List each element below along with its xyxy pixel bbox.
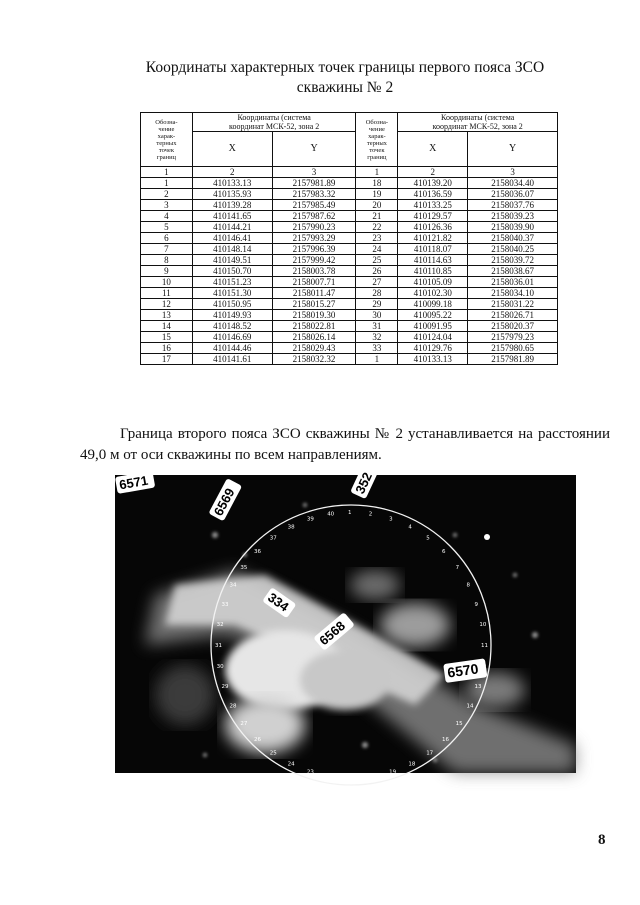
table-cell: 410133.13 xyxy=(192,178,272,189)
table-row xyxy=(141,255,558,266)
boundary-point-label: 37 xyxy=(269,535,277,542)
table-cell: 2158029.43 xyxy=(272,343,356,354)
table-cell: 410110.85 xyxy=(398,266,468,277)
table-cell: 11 xyxy=(141,288,193,299)
table-cell: 2158039.72 xyxy=(468,255,558,266)
table-cell: 410139.28 xyxy=(192,200,272,211)
table-row xyxy=(141,343,558,354)
boundary-point-label: 4 xyxy=(408,524,412,531)
table-cell: 410124.04 xyxy=(398,332,468,343)
table-cell: 2158036.07 xyxy=(468,189,558,200)
aerial-photo xyxy=(115,469,576,782)
table-cell: 22 xyxy=(356,222,398,233)
table-cell: 410102.30 xyxy=(398,288,468,299)
table-cell: 410136.59 xyxy=(398,189,468,200)
index-cell: 3 xyxy=(468,167,558,178)
table-cell: 410149.51 xyxy=(192,255,272,266)
table-cell: 31 xyxy=(356,321,398,332)
table-cell: 2157979.23 xyxy=(468,332,558,343)
table-cell: 32 xyxy=(356,332,398,343)
table-cell: 10 xyxy=(141,277,193,288)
table-row xyxy=(141,332,558,343)
boundary-point-label: 39 xyxy=(306,516,314,523)
table-cell: 2158022.81 xyxy=(272,321,356,332)
table-cell: 7 xyxy=(141,244,193,255)
boundary-point-label: 2 xyxy=(368,511,373,518)
table-cell: 4 xyxy=(141,211,193,222)
table-cell: 410149.93 xyxy=(192,310,272,321)
table-cell: 2158038.67 xyxy=(468,266,558,277)
boundary-point-label: 23 xyxy=(306,769,314,776)
boundary-point-label: 26 xyxy=(254,737,261,743)
page-number: 8 xyxy=(598,832,606,848)
boundary-point-label: 11 xyxy=(481,643,488,649)
title-line-2: скважины № 2 xyxy=(296,79,394,96)
table-cell: 410151.23 xyxy=(192,277,272,288)
title-line-1: Координаты характерных точек границы первого пояса ЗСО xyxy=(145,59,545,76)
header-x-left: X xyxy=(192,132,272,167)
table-cell: 410144.46 xyxy=(192,343,272,354)
table-cell: 410135.93 xyxy=(192,189,272,200)
table-cell: 26 xyxy=(356,266,398,277)
table-cell: 2158003.78 xyxy=(272,266,356,277)
boundary-paragraph: Граница второго пояса ЗСО скважины № 2 устанавливается на расстоянии 49,0 м от оси скважины по всем направлениям. xyxy=(80,426,610,463)
boundary-point-label: 18 xyxy=(408,761,416,768)
table-cell: 25 xyxy=(356,255,398,266)
table-cell: 12 xyxy=(141,299,193,310)
table-cell: 2158039.90 xyxy=(468,222,558,233)
table-cell: 2158039.23 xyxy=(468,211,558,222)
table-cell: 410146.69 xyxy=(192,332,272,343)
header-designation-left: Обозна- чение харак- терных точек границ xyxy=(141,113,193,167)
table-cell: 2158034.40 xyxy=(468,178,558,189)
table-cell: 13 xyxy=(141,310,193,321)
boundary-point-label: 25 xyxy=(269,750,277,757)
table-cell: 2157990.23 xyxy=(272,222,356,233)
table-row xyxy=(141,178,558,189)
table-cell: 410141.61 xyxy=(192,354,272,365)
table-cell: 2158026.14 xyxy=(272,332,356,343)
table-cell: 2157993.29 xyxy=(272,233,356,244)
table-cell: 410133.13 xyxy=(398,354,468,365)
table-cell: 2158007.71 xyxy=(272,277,356,288)
boundary-point-label: 7 xyxy=(455,564,460,571)
table-cell: 2158019.30 xyxy=(272,310,356,321)
table-row xyxy=(141,211,558,222)
svg-text:6569: 6569 xyxy=(210,485,238,519)
table-cell: 3 xyxy=(141,200,193,211)
aerial-photo-svg xyxy=(115,469,576,782)
table-cell: 21 xyxy=(356,211,398,222)
svg-text:6568: 6568 xyxy=(316,618,349,649)
boundary-point-label: 38 xyxy=(287,524,295,531)
coordinates-table xyxy=(140,112,558,365)
table-cell: 2157981.89 xyxy=(272,178,356,189)
table-cell: 2157981.89 xyxy=(468,354,558,365)
table-cell: 2 xyxy=(141,189,193,200)
table-cell: 5 xyxy=(141,222,193,233)
table-row xyxy=(141,321,558,332)
header-y-left: Y xyxy=(272,132,356,167)
boundary-point-label: 10 xyxy=(479,622,487,629)
table-cell: 410150.95 xyxy=(192,299,272,310)
boundary-point-label: 5 xyxy=(426,535,430,542)
table-cell: 2157996.39 xyxy=(272,244,356,255)
table-cell: 2158032.32 xyxy=(272,354,356,365)
boundary-point-label: 31 xyxy=(215,643,222,649)
table-cell: 410091.95 xyxy=(398,321,468,332)
header-designation-right: Обозна- чение харак- терных точек границ xyxy=(356,113,398,167)
boundary-point-label: 3 xyxy=(389,516,393,523)
table-row xyxy=(141,244,558,255)
table-cell: 2158034.10 xyxy=(468,288,558,299)
table-cell: 2158020.37 xyxy=(468,321,558,332)
table-cell: 410129.76 xyxy=(398,343,468,354)
table-cell: 410148.52 xyxy=(192,321,272,332)
svg-text:6571: 6571 xyxy=(118,472,150,493)
table-row xyxy=(141,222,558,233)
table-cell: 410121.82 xyxy=(398,233,468,244)
table-cell: 2158037.76 xyxy=(468,200,558,211)
table-cell: 410146.41 xyxy=(192,233,272,244)
table-cell: 2158040.37 xyxy=(468,233,558,244)
boundary-point-label: 29 xyxy=(221,684,229,691)
table-body xyxy=(141,178,558,365)
header-coords-right: Координаты (система координат МСК-52, зона 2 xyxy=(398,113,558,132)
table-cell: 2157999.42 xyxy=(272,255,356,266)
table-cell: 2158040.25 xyxy=(468,244,558,255)
boundary-point-label: 30 xyxy=(216,663,224,670)
table-row xyxy=(141,310,558,321)
svg-text:334: 334 xyxy=(265,589,292,615)
boundary-point-label: 34 xyxy=(229,582,237,589)
boundary-point-label: 28 xyxy=(229,703,237,710)
svg-text:352: 352 xyxy=(352,469,376,496)
table-row xyxy=(141,266,558,277)
svg-text:6570: 6570 xyxy=(446,660,480,681)
table-cell: 2157980.65 xyxy=(468,343,558,354)
index-cell: 3 xyxy=(272,167,356,178)
boundary-point-label: 32 xyxy=(216,622,224,629)
boundary-point-label: 24 xyxy=(287,761,295,768)
boundary-point-label: 22 xyxy=(327,774,335,781)
table-cell: 410148.14 xyxy=(192,244,272,255)
boundary-point-label: 6 xyxy=(442,549,446,555)
boundary-point-label: 14 xyxy=(466,703,474,710)
boundary-point-label: 36 xyxy=(254,549,261,555)
table-cell: 410095.22 xyxy=(398,310,468,321)
table-cell: 17 xyxy=(141,354,193,365)
table-cell: 410144.21 xyxy=(192,222,272,233)
index-cell: 1 xyxy=(141,167,193,178)
document-title xyxy=(110,58,580,98)
index-row xyxy=(141,167,558,178)
table-cell: 410105.09 xyxy=(398,277,468,288)
table-row xyxy=(141,354,558,365)
table-cell: 27 xyxy=(356,277,398,288)
boundary-point-label: 19 xyxy=(389,769,397,776)
table-cell: 1 xyxy=(356,354,398,365)
table-row xyxy=(141,288,558,299)
table-cell: 410118.07 xyxy=(398,244,468,255)
table-cell: 29 xyxy=(356,299,398,310)
table-cell: 2158036.01 xyxy=(468,277,558,288)
table-cell: 8 xyxy=(141,255,193,266)
table-cell: 2158011.47 xyxy=(272,288,356,299)
table-cell: 410114.63 xyxy=(398,255,468,266)
table-cell: 33 xyxy=(356,343,398,354)
table-cell: 2158026.71 xyxy=(468,310,558,321)
boundary-point-label: 1 xyxy=(348,510,352,516)
table-row xyxy=(141,233,558,244)
table-cell: 15 xyxy=(141,332,193,343)
table-cell: 9 xyxy=(141,266,193,277)
header-y-right: Y xyxy=(468,132,558,167)
table-cell: 410151.30 xyxy=(192,288,272,299)
table-row xyxy=(141,299,558,310)
table-cell: 410150.70 xyxy=(192,266,272,277)
boundary-point-label: 33 xyxy=(221,601,229,608)
table-cell: 410133.25 xyxy=(398,200,468,211)
table-cell: 410126.36 xyxy=(398,222,468,233)
index-cell: 1 xyxy=(356,167,398,178)
boundary-point-label: 9 xyxy=(474,601,478,608)
table-row xyxy=(141,277,558,288)
boundary-point-label: 16 xyxy=(442,737,449,743)
boundary-point-label: 21 xyxy=(348,776,355,782)
boundary-point-label: 13 xyxy=(474,684,482,691)
boundary-point-label: 35 xyxy=(240,564,248,571)
table-cell: 410129.57 xyxy=(398,211,468,222)
table-cell: 6 xyxy=(141,233,193,244)
table-cell: 2157985.49 xyxy=(272,200,356,211)
table-cell: 14 xyxy=(141,321,193,332)
table-cell: 2158031.22 xyxy=(468,299,558,310)
header-x-right: X xyxy=(398,132,468,167)
index-cell: 2 xyxy=(192,167,272,178)
header-coords-left: Координаты (система координат МСК-52, зона 2 xyxy=(192,113,356,132)
index-cell: 2 xyxy=(398,167,468,178)
table-cell: 30 xyxy=(356,310,398,321)
table-cell: 19 xyxy=(356,189,398,200)
table-cell: 16 xyxy=(141,343,193,354)
table-cell: 18 xyxy=(356,178,398,189)
table-cell: 23 xyxy=(356,233,398,244)
table-row xyxy=(141,200,558,211)
table-row xyxy=(141,189,558,200)
table-cell: 20 xyxy=(356,200,398,211)
table-cell: 2158015.27 xyxy=(272,299,356,310)
table-cell: 1 xyxy=(141,178,193,189)
table-cell: 410139.20 xyxy=(398,178,468,189)
boundary-point-label: 27 xyxy=(240,721,248,728)
boundary-point-label: 20 xyxy=(368,774,376,781)
table-cell: 24 xyxy=(356,244,398,255)
boundary-point-label: 40 xyxy=(327,511,335,518)
table-cell: 2157983.32 xyxy=(272,189,356,200)
table-cell: 410141.65 xyxy=(192,211,272,222)
boundary-point-label: 17 xyxy=(426,750,434,757)
table-cell: 410099.18 xyxy=(398,299,468,310)
table-cell: 2157987.62 xyxy=(272,211,356,222)
boundary-point-label: 8 xyxy=(466,582,470,589)
table-cell: 28 xyxy=(356,288,398,299)
boundary-point-label: 15 xyxy=(455,721,463,728)
